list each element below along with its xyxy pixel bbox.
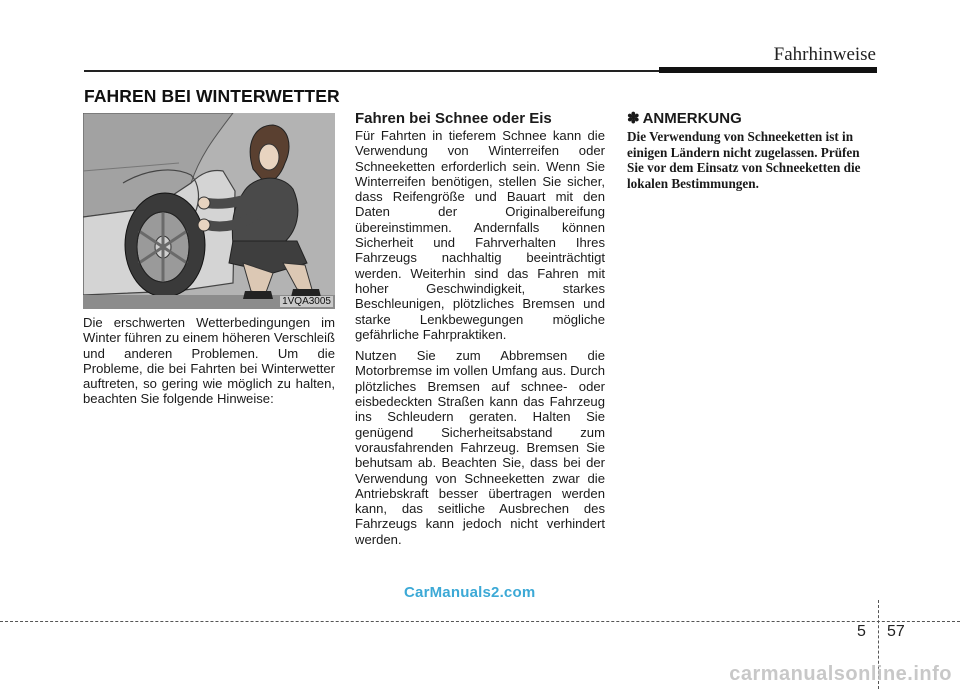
snow-ice-column — [355, 110, 605, 553]
note-column — [627, 110, 877, 191]
note-heading — [627, 110, 877, 128]
page-title: FAHREN BEI WINTERWETTER — [84, 86, 340, 106]
snow-ice-heading: Fahren bei Schnee oder Eis — [355, 110, 552, 127]
note-heading-label: ANMERKUNG — [642, 110, 742, 127]
note-star-icon: ✽ — [627, 110, 640, 127]
chapter-number: 5 — [857, 623, 866, 640]
note-body: Die Verwendung von Schneeketten ist in einigen Ländern nicht zugelassen. Prüfen Sie vor dem Einsatz von Schneeketten die lokalen Bestimmungen. — [627, 129, 861, 191]
header-rule-thin — [84, 70, 659, 72]
header-rule-thick — [659, 67, 877, 73]
intro-paragraph: Die erschwerten Wetterbedingungen im Winter führen zu einem höheren Verschleiß und anderen Problemen. Um die Probleme, die bei Fahrten bei Winterwetter auftreten, so gering wie möglich zu halten, beachten Sie folgende Hinweise: — [83, 315, 335, 407]
site-watermark: carmanualsonline.info — [729, 663, 952, 685]
section-header: Fahrhinweise — [773, 44, 876, 65]
page-number: 57 — [887, 623, 905, 640]
illustration-code: 1VQA3005 — [282, 296, 331, 307]
tire-inspection-illustration — [83, 113, 335, 309]
footer-rule — [0, 621, 960, 622]
snow-ice-paragraph-2: Nutzen Sie zum Abbremsen die Motorbremse im vollen Umfang aus. Durch plötzliches Bremsen auf schnee- oder eisbedeckten Straßen kann das Fahrzeug ins Schleudern geraten. Halten Sie genügend Sicherheitsabstand zum vorausfahrenden Fahrzeug. Bremsen Sie behutsam ab. Beachten Sie, dass bei der Verwendung von Schneeketten zwar die Antriebskraft besser übertragen werden kann, das seitliche Ausbrechen des Fahrzeugs kann jedoch nicht verhindert werden. — [355, 348, 605, 547]
intro-column — [83, 315, 335, 413]
snow-ice-paragraph-1: Für Fahrten in tieferem Schnee kann die Verwendung von Winterreifen oder Schneeketten erforderlich sein. Wenn Sie Winterreifen benötigen, stellen Sie sicher, dass Reifengröße und Bauart mit den Daten der Originalbereifung übereinstimmen. Andernfalls können Sicherheit und Fahrverhalten Ihres Fahrzeugs nachhaltig beeinträchtigt werden. Weiterhin sind das Fahren mit hoher Geschwindigkeit, starkes Beschleunigen, plötzliches Bremsen und starke Lenkbewegungen mögliche gefährliche Fahrpraktiken. — [355, 128, 605, 342]
watermark-link[interactable]: CarManuals2.com — [404, 584, 536, 601]
